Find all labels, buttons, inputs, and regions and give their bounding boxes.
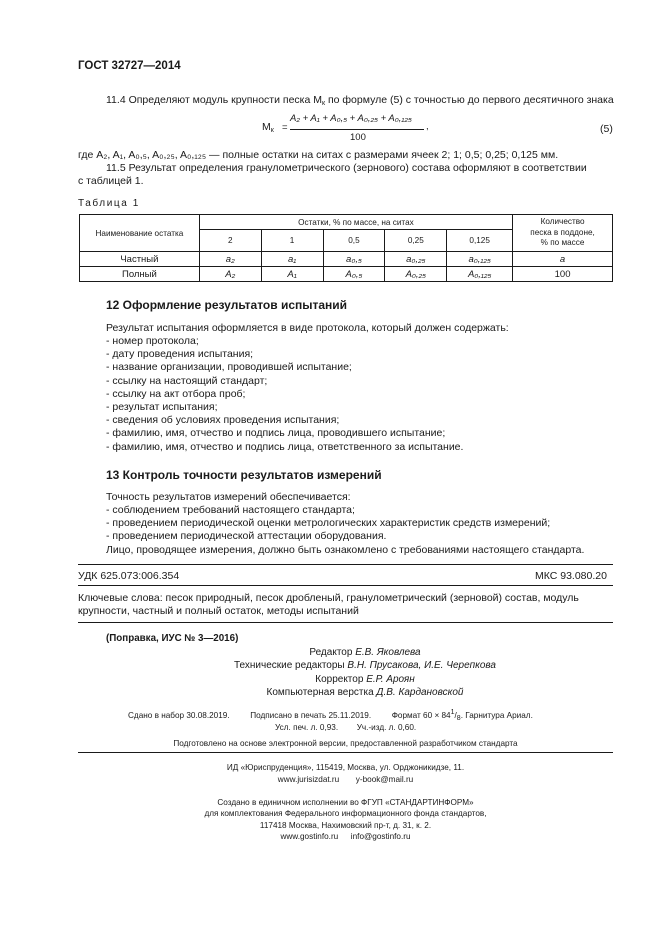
formula-numerator: A₂ + A₁ + A₀,₅ + A₀,₂₅ + A₀,₁₂₅ bbox=[290, 113, 412, 124]
list-item: - номер протокола; bbox=[106, 335, 199, 347]
credit-label: Компьютерная верстка bbox=[266, 687, 377, 699]
section-12-title: 12 Оформление результатов испытаний bbox=[106, 298, 348, 312]
print-format-sup: 1 bbox=[450, 709, 455, 716]
section-13-title: 13 Контроль точности результатов измерений bbox=[106, 468, 382, 482]
production-contacts bbox=[78, 831, 613, 842]
credit-label: Корректор bbox=[315, 673, 367, 685]
table-cell: 100 bbox=[513, 267, 613, 282]
col-last-line2: песка в поддоне, bbox=[530, 227, 595, 237]
credit-name: В.Н. Прусакова, И.Е. Черепкова bbox=[347, 660, 496, 672]
formula-lhs bbox=[262, 121, 274, 133]
fraction-bar bbox=[290, 129, 424, 130]
credit-corrector bbox=[200, 673, 530, 686]
prepared-note: Подготовлено на основе электронной версии, предоставленной разработчиком стандарта bbox=[173, 739, 518, 748]
credit-name: Д.В. Кардановской bbox=[376, 687, 464, 699]
keywords-line1: Ключевые слова: песок природный, песок дробленый, гранулометрический (зерновой) состав, модуль bbox=[78, 592, 579, 604]
table-row bbox=[80, 252, 613, 267]
gostinfo-email-link[interactable]: info@gostinfo.ru bbox=[350, 832, 411, 842]
divider-prepared bbox=[78, 752, 613, 753]
formula-number: (5) bbox=[600, 123, 613, 135]
print-pub-sheets: Уч.-изд. л. 0,60. bbox=[356, 723, 417, 732]
sieve-header: 1 bbox=[261, 230, 323, 252]
section-12-list bbox=[106, 335, 463, 454]
table-cell: A₀,₂₅ bbox=[385, 267, 447, 282]
list-item: - проведением периодической аттестации оборудования. bbox=[106, 530, 387, 543]
p11-4-sub: к bbox=[322, 100, 326, 107]
print-info-line1 bbox=[128, 711, 533, 720]
list-item: - результат испытания; bbox=[106, 400, 218, 413]
document-id: ГОСТ 32727—2014 bbox=[78, 60, 181, 72]
print-date-signed: Подписано в печать 25.11.2019. bbox=[250, 711, 372, 720]
formula-comma: , bbox=[426, 121, 429, 132]
p11-4-text: 11.4 Определяют модуль крупности песка М bbox=[106, 94, 322, 106]
col-last-line1: Количество bbox=[540, 217, 585, 227]
table-cell: a₀,₂₅ bbox=[385, 252, 447, 267]
table-cell: A₁ bbox=[261, 267, 323, 282]
amendment: (Поправка, ИУС № 3—2016) bbox=[106, 633, 239, 644]
table-row bbox=[80, 267, 613, 282]
print-date-set: Сдано в набор 30.08.2019. bbox=[128, 711, 230, 720]
col-group-header: Остатки, % по массе, на ситах bbox=[199, 215, 512, 230]
credit-editor bbox=[200, 646, 530, 659]
list-item: - фамилию, имя, отчество и подпись лица, ответственного за испытание. bbox=[106, 440, 464, 453]
table-cell: a₀,₁₂₅ bbox=[447, 252, 513, 267]
p11-4-tail: по формуле (5) с точностью до первого десятичного знака bbox=[325, 94, 614, 106]
keywords-line2: крупности, частный и полный остаток, методы испытаний bbox=[78, 605, 359, 617]
section-13-closing: Лицо, проводящее измерения, должно быть ознакомлено с требованиями настоящего стандарта. bbox=[106, 544, 585, 556]
table-cell: A₀,₅ bbox=[323, 267, 385, 282]
paragraph-11-5-line2: с таблицей 1. bbox=[78, 175, 144, 187]
divider-udk bbox=[78, 585, 613, 586]
udk-code: УДК 625.073:006.354 bbox=[78, 570, 180, 582]
row-name: Частный bbox=[80, 252, 200, 267]
sieve-header: 2 bbox=[199, 230, 261, 252]
table-cell: a₀,₅ bbox=[323, 252, 385, 267]
table-cell: A₂ bbox=[199, 267, 261, 282]
list-item: - ссылку на настоящий стандарт; bbox=[106, 374, 268, 387]
row-name: Полный bbox=[80, 267, 200, 282]
credit-name: Е.В. Яковлева bbox=[355, 647, 421, 658]
print-font: . Гарнитура Ариал. bbox=[460, 711, 533, 720]
table-caption: Таблица 1 bbox=[78, 198, 140, 209]
formula-5 bbox=[262, 112, 462, 146]
print-format: Формат $60 \times 84^1/_8$. Гарнитура Ариал. bbox=[391, 709, 533, 722]
publisher-line1: ИД «Юриспруденция», 115419, Москва, ул. Орджоникидзе, 11. bbox=[226, 763, 465, 772]
list-item: - соблюдением требований настоящего стандарта; bbox=[106, 504, 355, 516]
list-item: - дату проведения испытания; bbox=[106, 348, 254, 361]
section-13-intro: Точность результатов измерений обеспечивается: bbox=[106, 491, 351, 503]
formula-explanation: где A₂, A₁, A₀,₅, A₀,₂₅, A₀,₁₂₅ — полные остатки на ситах с размерами ячеек 2; 1; 0,5; 0,25; 0,125 мм. bbox=[78, 149, 559, 161]
mks-code: МКС 93.080.20 bbox=[535, 570, 607, 582]
list-item: - сведения об условиях проведения испытания; bbox=[106, 414, 340, 427]
sieve-header: 0,5 bbox=[323, 230, 385, 252]
credit-label: Редактор bbox=[309, 647, 356, 658]
production-line: Создано в единичном исполнении во ФГУП «СТАНДАРТИНФОРМ» bbox=[217, 798, 474, 807]
formula-denominator: 100 bbox=[350, 132, 366, 143]
table-cell: a bbox=[513, 252, 613, 267]
credits bbox=[200, 646, 530, 700]
credit-layout bbox=[200, 686, 530, 699]
table-header-row bbox=[80, 215, 613, 230]
col-last-header bbox=[513, 215, 613, 252]
table-cell: A₀,₁₂₅ bbox=[447, 267, 513, 282]
list-item: - проведением периодической оценки метрологических характеристик средств измерений; bbox=[106, 517, 551, 530]
gostinfo-website-link[interactable]: www.gostinfo.ru bbox=[280, 832, 339, 842]
list-item: - название организации, проводившей испытание; bbox=[106, 361, 352, 374]
col-name-header: Наименование остатка bbox=[80, 215, 200, 252]
production-info bbox=[78, 797, 613, 843]
credit-name: Е.Р. Ароян bbox=[366, 673, 415, 685]
paragraph-11-5-line1: 11.5 Результат определения гранулометрического (зернового) состава оформляют в соответствии bbox=[106, 162, 587, 174]
print-sheets: Усл. печ. л. 0,93. bbox=[275, 723, 339, 732]
list-item: - ссылку на акт отбора проб; bbox=[106, 387, 246, 400]
formula-equals: = bbox=[282, 122, 288, 133]
divider-top bbox=[78, 564, 613, 565]
print-format-sub: 8 bbox=[456, 715, 461, 722]
col-last-line3: % по массе bbox=[540, 238, 585, 248]
paragraph-11-4 bbox=[106, 94, 614, 107]
table-1 bbox=[79, 214, 613, 282]
publisher-email-link[interactable]: y-book@mail.ru bbox=[355, 775, 414, 784]
credit-label: Технические редакторы bbox=[233, 660, 348, 672]
print-format-text: Формат 60 × 84 bbox=[391, 711, 451, 720]
credit-tech bbox=[200, 659, 530, 672]
divider-keywords bbox=[78, 622, 613, 623]
formula-lhs-text: М bbox=[262, 121, 271, 133]
publisher-line2 bbox=[78, 775, 613, 784]
print-info-line2 bbox=[275, 723, 416, 732]
section-12-intro: Результат испытания оформляется в виде протокола, который должен содержать: bbox=[106, 322, 509, 334]
table-cell: a₁ bbox=[261, 252, 323, 267]
publisher-website-link[interactable]: www.jurisizdat.ru bbox=[277, 775, 340, 784]
section-13-list bbox=[106, 504, 550, 544]
production-line: для комплектования Федерального информационного фонда стандартов, bbox=[204, 809, 487, 819]
formula-lhs-sub: к bbox=[270, 127, 274, 134]
table-cell: a₂ bbox=[199, 252, 261, 267]
production-line: 117418 Москва, Нахимовский пр-т, д. 31, к. 2. bbox=[259, 820, 432, 830]
sieve-header: 0,125 bbox=[447, 230, 513, 252]
list-item: - фамилию, имя, отчество и подпись лица, проводившего испытание; bbox=[106, 427, 446, 440]
sieve-header: 0,25 bbox=[385, 230, 447, 252]
